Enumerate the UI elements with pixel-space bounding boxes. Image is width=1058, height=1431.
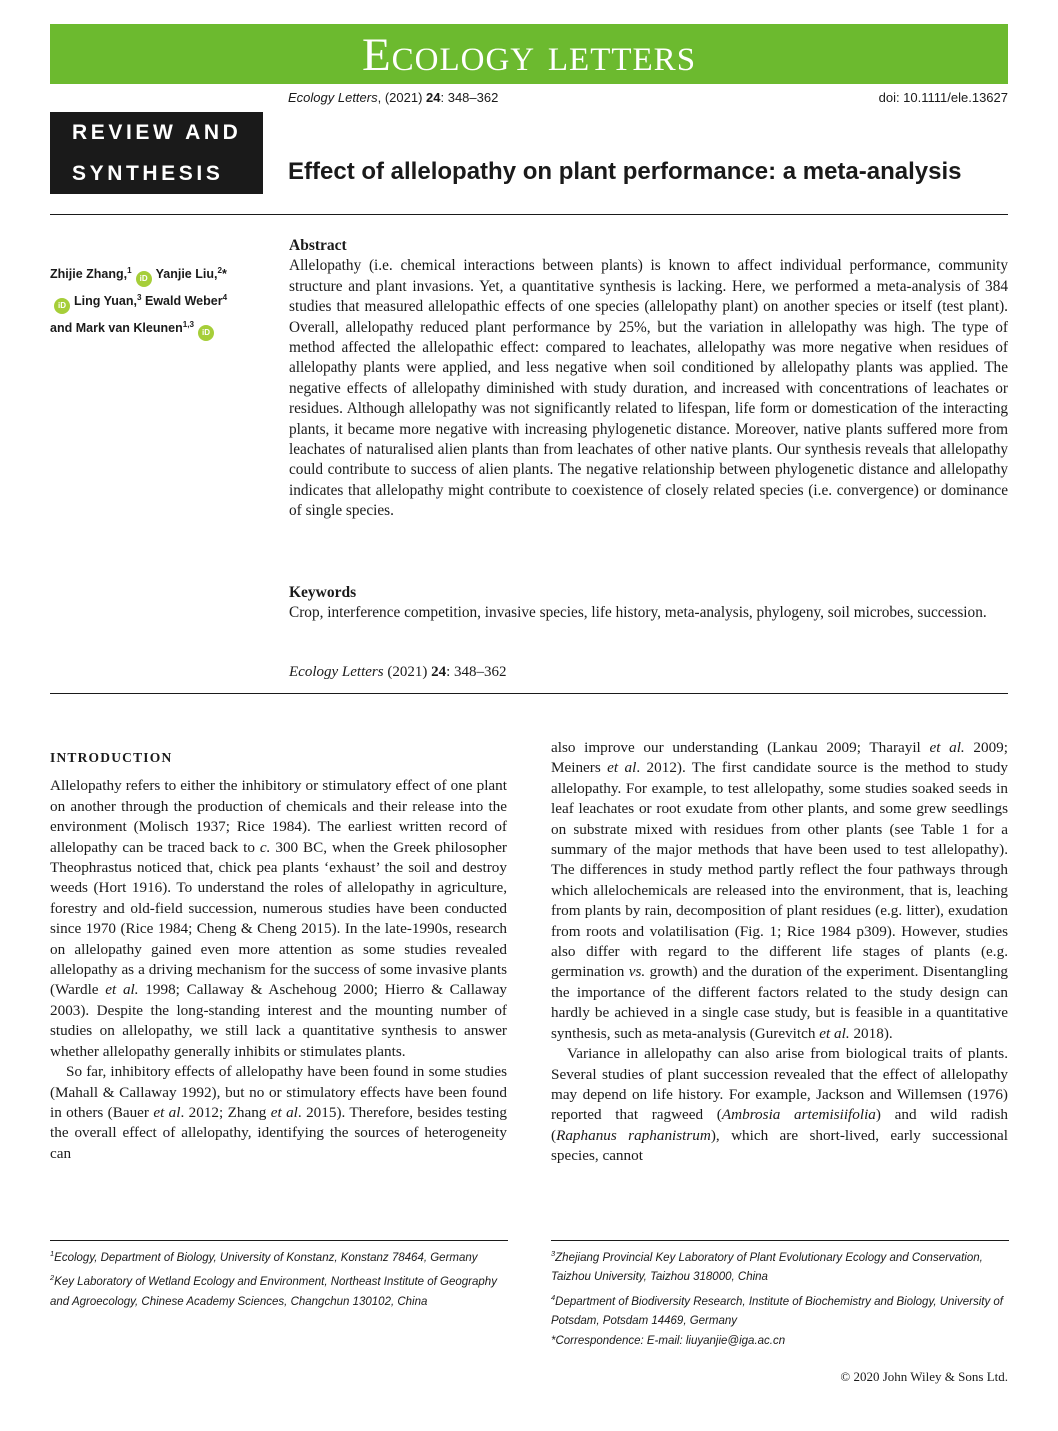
footnote-sup: 4 <box>551 1292 556 1302</box>
intro-paragraph-3 <box>551 738 1008 1044</box>
intro-heading: INTRODUCTION <box>50 750 173 765</box>
text-run: 2018). <box>849 1024 893 1042</box>
footnote-text: Key Laboratory of Wetland Ecology and Environment, Northeast Institute of Geography and Agroecology, Chinese Academy Sciences, Changchun 130102, China <box>50 1276 497 1308</box>
author-affil-sup: 3 <box>136 293 142 303</box>
header-doi[interactable]: doi: 10.1111/ele.13627 <box>878 90 1008 105</box>
abstract-divider <box>50 693 1008 694</box>
footnote-affiliation-1 <box>50 1244 508 1268</box>
journal-ref-year: (2021) <box>383 664 432 680</box>
text-run: So far, inhibitory effects of allelopathy have been found in some studies (Mahall & Callaway 1992), but no or stimulatory effects have been found in others (Bauer <box>50 1063 507 1121</box>
text-run: ) and wild radish ( <box>551 1106 1008 1144</box>
body-column-right <box>551 738 1008 1167</box>
journal-ref-pages: : 348–362 <box>446 664 507 680</box>
footnote-sup: 2 <box>50 1273 55 1283</box>
header-volume: 24 <box>426 90 441 105</box>
text-run-italic: et al. <box>105 981 139 999</box>
copyright-notice: © 2020 John Wiley & Sons Ltd. <box>840 1369 1008 1384</box>
text-run-italic: et al. <box>929 739 965 756</box>
text-run: growth) and the duration of the experiment. Disentangling the importance of the different factors related to the study design can hardly be achieved in a single case study, but is feasible in a quantitative synthesis, such as meta-analysis (Gurevitch <box>551 963 1009 1042</box>
text-run-italic: et al <box>607 759 637 777</box>
journal-reference <box>289 664 507 681</box>
keywords-text: Crop, interference competition, invasive species, life history, meta-analysis, phylogeny, soil microbes, succession. <box>289 604 987 622</box>
footnote-affiliation-3 <box>551 1244 1009 1288</box>
author-liu-last[interactable]: Liu, <box>195 267 218 282</box>
section-label-box <box>50 112 263 194</box>
journal-logo-title: Ecology letters <box>361 29 697 81</box>
corresponding-star: * <box>221 267 227 282</box>
footnote-affiliation-2 <box>50 1268 508 1312</box>
author-affil-sup: 1,3 <box>182 320 194 330</box>
journal-banner <box>50 24 1008 84</box>
text-run: . 2012). The first candidate source is the method to study allelopathy. For example, to test allelopathy, some studies soaked seeds in leaf leachates or root exudate from other plants, and some grew seedlings on substrate mixed with residues from other plants (see Table 1 for a summary of the major methods that have been used to test allelopathy). The differences in study method partly reflect the four pathways through which allelochemicals are released into the environment, that is, leaching from plants by rain, decomposition of plant residues (e.g. litter), exudation from roots and volatilisation (Fig. 1; Rice 1984 p309). However, studies also differ with regard to the different life stages of plants (e.g. germination <box>551 759 1008 981</box>
footnote-correspondence[interactable]: *Correspondence: E-mail: liuyanjie@iga.ac.cn <box>551 1334 786 1347</box>
footnote-text: Ecology, Department of Biology, University of Konstanz, Konstanz 78464, Germany <box>54 1251 478 1264</box>
text-run: ), which are short-lived, early successional species, cannot <box>551 1126 1009 1165</box>
text-run: also improve our understanding (Lankau 2009; Tharayil <box>551 739 930 756</box>
journal-ref-name: Ecology Letters <box>289 664 384 680</box>
header-pages: : 348–362 <box>440 90 499 105</box>
footnote-affiliation-4 <box>551 1288 1009 1332</box>
footnotes-right <box>551 1244 1009 1351</box>
author-affil-sup: 1 <box>127 266 132 275</box>
body-column-left <box>50 748 507 1164</box>
text-run-italic: et al. <box>819 1024 850 1042</box>
intro-paragraph-2 <box>50 1062 507 1164</box>
abstract-heading: Abstract <box>289 237 347 254</box>
abstract-section <box>289 236 1008 522</box>
section-label-line2: SYNTHESIS <box>72 162 224 185</box>
abstract-text: Allelopathy (i.e. chemical interactions between plants) is known to affect individual performance, community structure and plant invasions. Yet, a quantitative synthesis is lacking. Here, we performed a meta-analysis of 384 studies that measured allelopathic effects of one species (allelopathy plant) on another species or itself (test plant). Overall, allelopathy reduced plant performance by 25%, but the variation in allelopathy was high. The type of method affected the allelopathic effect: compared to leachates, allelopathy was more negative when residues of allelopathy plants were applied, and less negative when soil conditioned by allelopathy plants was applied. The negative effects of allelopathy diminished with study duration, and increased with concentrations of leachates or residues. Although allelopathy was not significantly related to lifespan, life form or domestication of the interacting plants, it became more negative with increasing phylogenetic distance. Moreover, native plants suffered more from leachates of naturalised alien plants than from leachates of other native plants. Our synthesis reveals that allelopathy could contribute to success of alien plants. The negative relationship between phylogenetic distance and allelopathy indicates that allelopathy might contribute to coexistence of closely related species (i.e. convergence) or dominance of single species. <box>289 257 1008 520</box>
article-title: Effect of allelopathy on plant performance: a meta-analysis <box>288 158 962 185</box>
text-run-italic: vs. <box>628 963 646 981</box>
text-run: 1998; Callaway & Aschehoug 2000; Hierro & Callaway 2003). Despite the long-standing interest and the mounting number of studies on allelopathy, we still lack a quantitative synthesis to answer whether allelopathy generally inhibits or stimulates plants. <box>50 981 508 1060</box>
author-weber-last[interactable]: Weber <box>184 294 223 309</box>
author-weber-first[interactable]: Ewald <box>144 294 182 309</box>
text-run-italic: Raphanus raphanistrum <box>556 1126 711 1144</box>
text-run-italic: et al <box>153 1103 181 1121</box>
text-run-italic: c. <box>259 838 271 856</box>
footnote-sup: 1 <box>50 1249 55 1258</box>
text-run: Variance in allelopathy can also arise from biological traits of plants. Several studies of plant succession revealed that the effect of allelopathy may depend on life history. For example, Jackson and Willemsen (1976) reported that ragweed ( <box>551 1045 1008 1124</box>
keywords-heading: Keywords <box>289 584 357 601</box>
author-vankleunen-last[interactable]: Kleunen <box>133 321 183 336</box>
text-run: Allelopathy refers to either the inhibitory or stimulatory effect of one plant on another through the production of chemicals and their release into the environment (Molisch 1937; Rice 1984). The earliest written record of allelopathy can be traced back to <box>50 777 507 856</box>
footnote-sup: 3 <box>551 1249 556 1258</box>
author-yuan[interactable]: Ling Yuan, <box>74 294 137 309</box>
orcid-icon[interactable]: iD <box>54 298 70 314</box>
author-affil-sup: 2 <box>217 266 222 275</box>
footnotes-left <box>50 1244 508 1312</box>
author-and: and <box>50 321 73 336</box>
intro-paragraph-1 <box>50 776 507 1062</box>
text-run-italic: Ambrosia artemisiifolia <box>721 1106 876 1124</box>
keywords-section <box>289 583 1008 624</box>
author-liu-first[interactable]: Yanjie <box>155 267 192 282</box>
header-journal: Ecology Letters <box>288 90 378 105</box>
author-zhang[interactable]: Zhijie Zhang, <box>50 267 128 282</box>
footnote-rule-right <box>551 1240 1009 1241</box>
orcid-icon[interactable]: iD <box>198 325 214 341</box>
text-run: . 2015). Therefore, besides testing the overall effect of allelopathy, identifying the sources of heterogeneity can <box>50 1103 507 1162</box>
text-run: 2009; Meiners <box>551 739 1008 777</box>
text-run-italic: et al <box>270 1103 298 1121</box>
intro-paragraph-4 <box>551 1044 1008 1166</box>
orcid-icon[interactable]: iD <box>136 271 152 287</box>
title-divider <box>50 214 1008 215</box>
header-citation <box>288 90 498 105</box>
footnote-text: Zhejiang Provincial Key Laboratory of Plant Evolutionary Ecology and Conservation, Taizhou University, Taizhou 318000, China <box>551 1251 983 1284</box>
author-vankleunen-first[interactable]: Mark van <box>75 321 130 336</box>
text-run: 300 BC, when the Greek philosopher Theophrastus noticed that, chick pea plants ‘exhaust’ the soil and destroy weeds (Hort 1916). To understand the roles of allelopathy in agriculture, forestry and old-field succession, numerous studies have been conducted since 1970 (Rice 1984; Cheng & Cheng 2015). In the late-1990s, research on allelopathy gained even more attention as some studies revealed allelopathy as a driving mechanism for the success of some invasive plants (Wardle <box>50 838 507 999</box>
author-list <box>50 260 240 341</box>
footnote-text: Department of Biodiversity Research, Institute of Biochemistry and Biology, University of Potsdam, Potsdam 14469, Germany <box>551 1295 1003 1328</box>
section-label-line1: REVIEW AND <box>72 121 242 144</box>
header-year: , (2021) <box>377 90 427 105</box>
journal-ref-volume: 24 <box>431 664 447 680</box>
text-run: . 2012; Zhang <box>180 1103 271 1121</box>
footnote-rule-left <box>50 1240 508 1241</box>
author-affil-sup: 4 <box>222 293 228 303</box>
